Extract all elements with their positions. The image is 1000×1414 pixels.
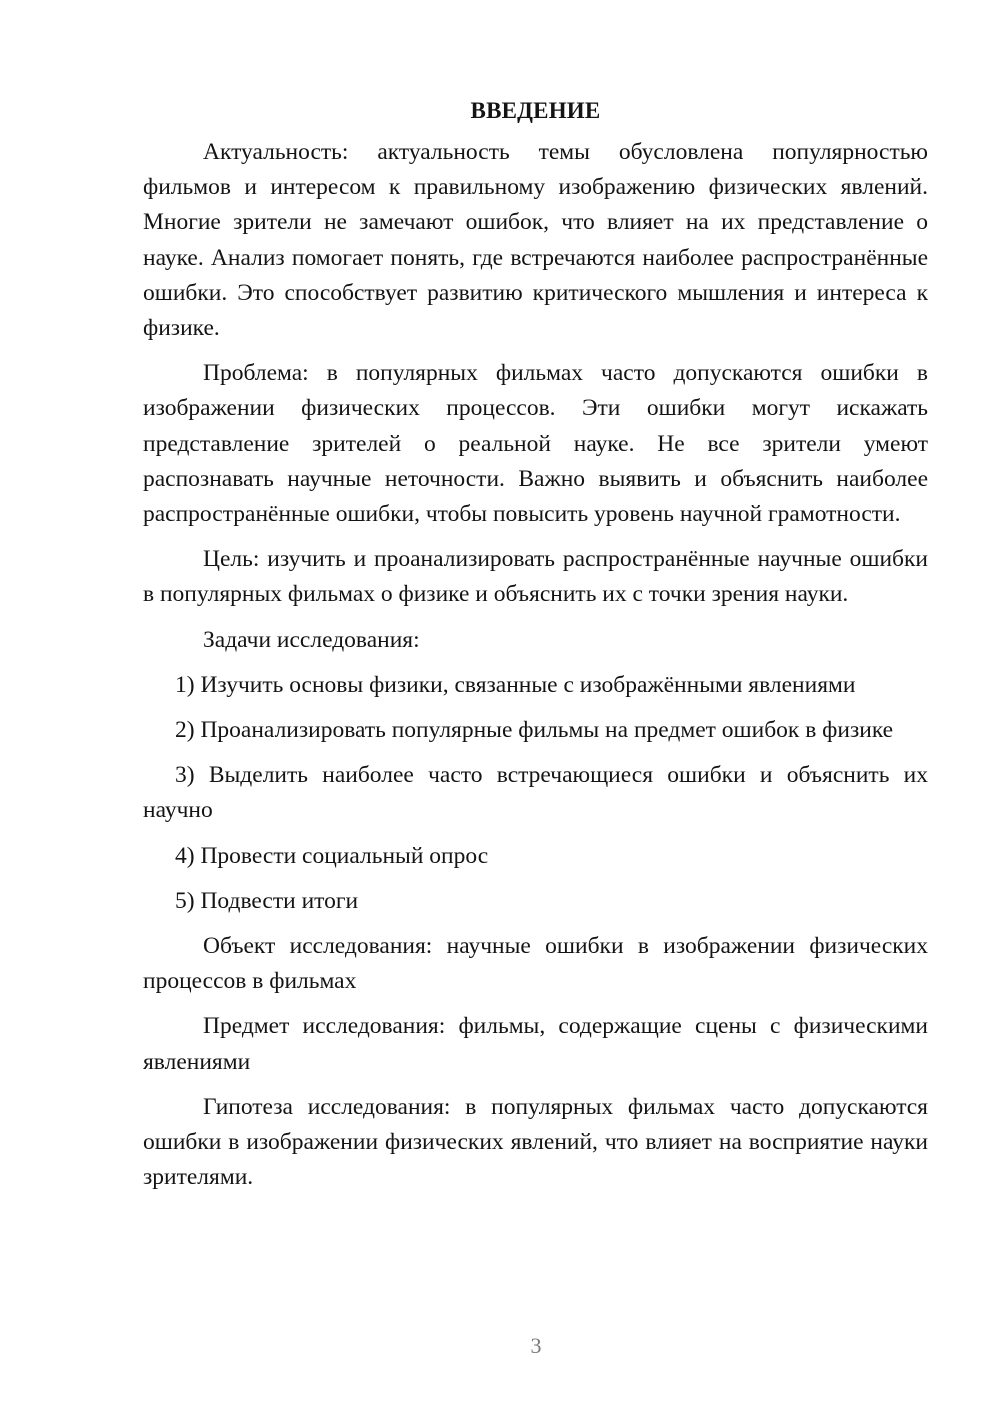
problem-paragraph: Проблема: в популярных фильмах часто допускаются ошибки в изображении физических процессов. Эти ошибки могут искажать представление зрителей о реальной науке. Не все зрители умеют распознавать научные неточности. Важно выявить и объяснить наиболее распространённые ошибки, чтобы повысить уровень научной грамотности. <box>143 360 928 528</box>
hypothesis-paragraph: Гипотеза исследования: в популярных фильмах часто допускаются ошибки в изображении физических явлений, что влияет на восприятие науки зрителями. <box>143 1093 928 1191</box>
goal-paragraph: Цель: изучить и проанализировать распространённые научные ошибки в популярных фильмах о физике и объяснить их с точки зрения науки. <box>143 546 928 608</box>
section-heading: ВВЕДЕНИЕ <box>470 98 601 123</box>
page-number: 3 <box>530 1333 542 1358</box>
task-item: 1) Изучить основы физики, связанные с изображёнными явлениями <box>175 671 856 698</box>
research-subject-paragraph: Предмет исследования: фильмы, содержащие сцены с физическими явлениями <box>143 1013 928 1075</box>
task-item: 4) Провести социальный опрос <box>175 842 489 869</box>
tasks-heading: Задачи исследования: <box>203 626 420 653</box>
relevance-paragraph: Актуальность: актуальность темы обусловлена популярностью фильмов и интересом к правильному изображению физических явлений. Многие зрители не замечают ошибок, что влияет на их представление о науке. Анализ помогает понять, где встречаются наиболее распространённые ошибки. Это способствует развитию критического мышления и интереса к физике. <box>143 139 928 342</box>
task-item: 2) Проанализировать популярные фильмы на предмет ошибок в физике <box>175 717 894 744</box>
research-object-paragraph: Объект исследования: научные ошибки в изображении физических процессов в фильмах <box>143 933 928 995</box>
task-item: 5) Подвести итоги <box>175 887 359 914</box>
task-item: 3) Выделить наиболее часто встречающиеся ошибки и объяснить их научно <box>143 762 928 824</box>
document-page <box>143 93 928 1205</box>
